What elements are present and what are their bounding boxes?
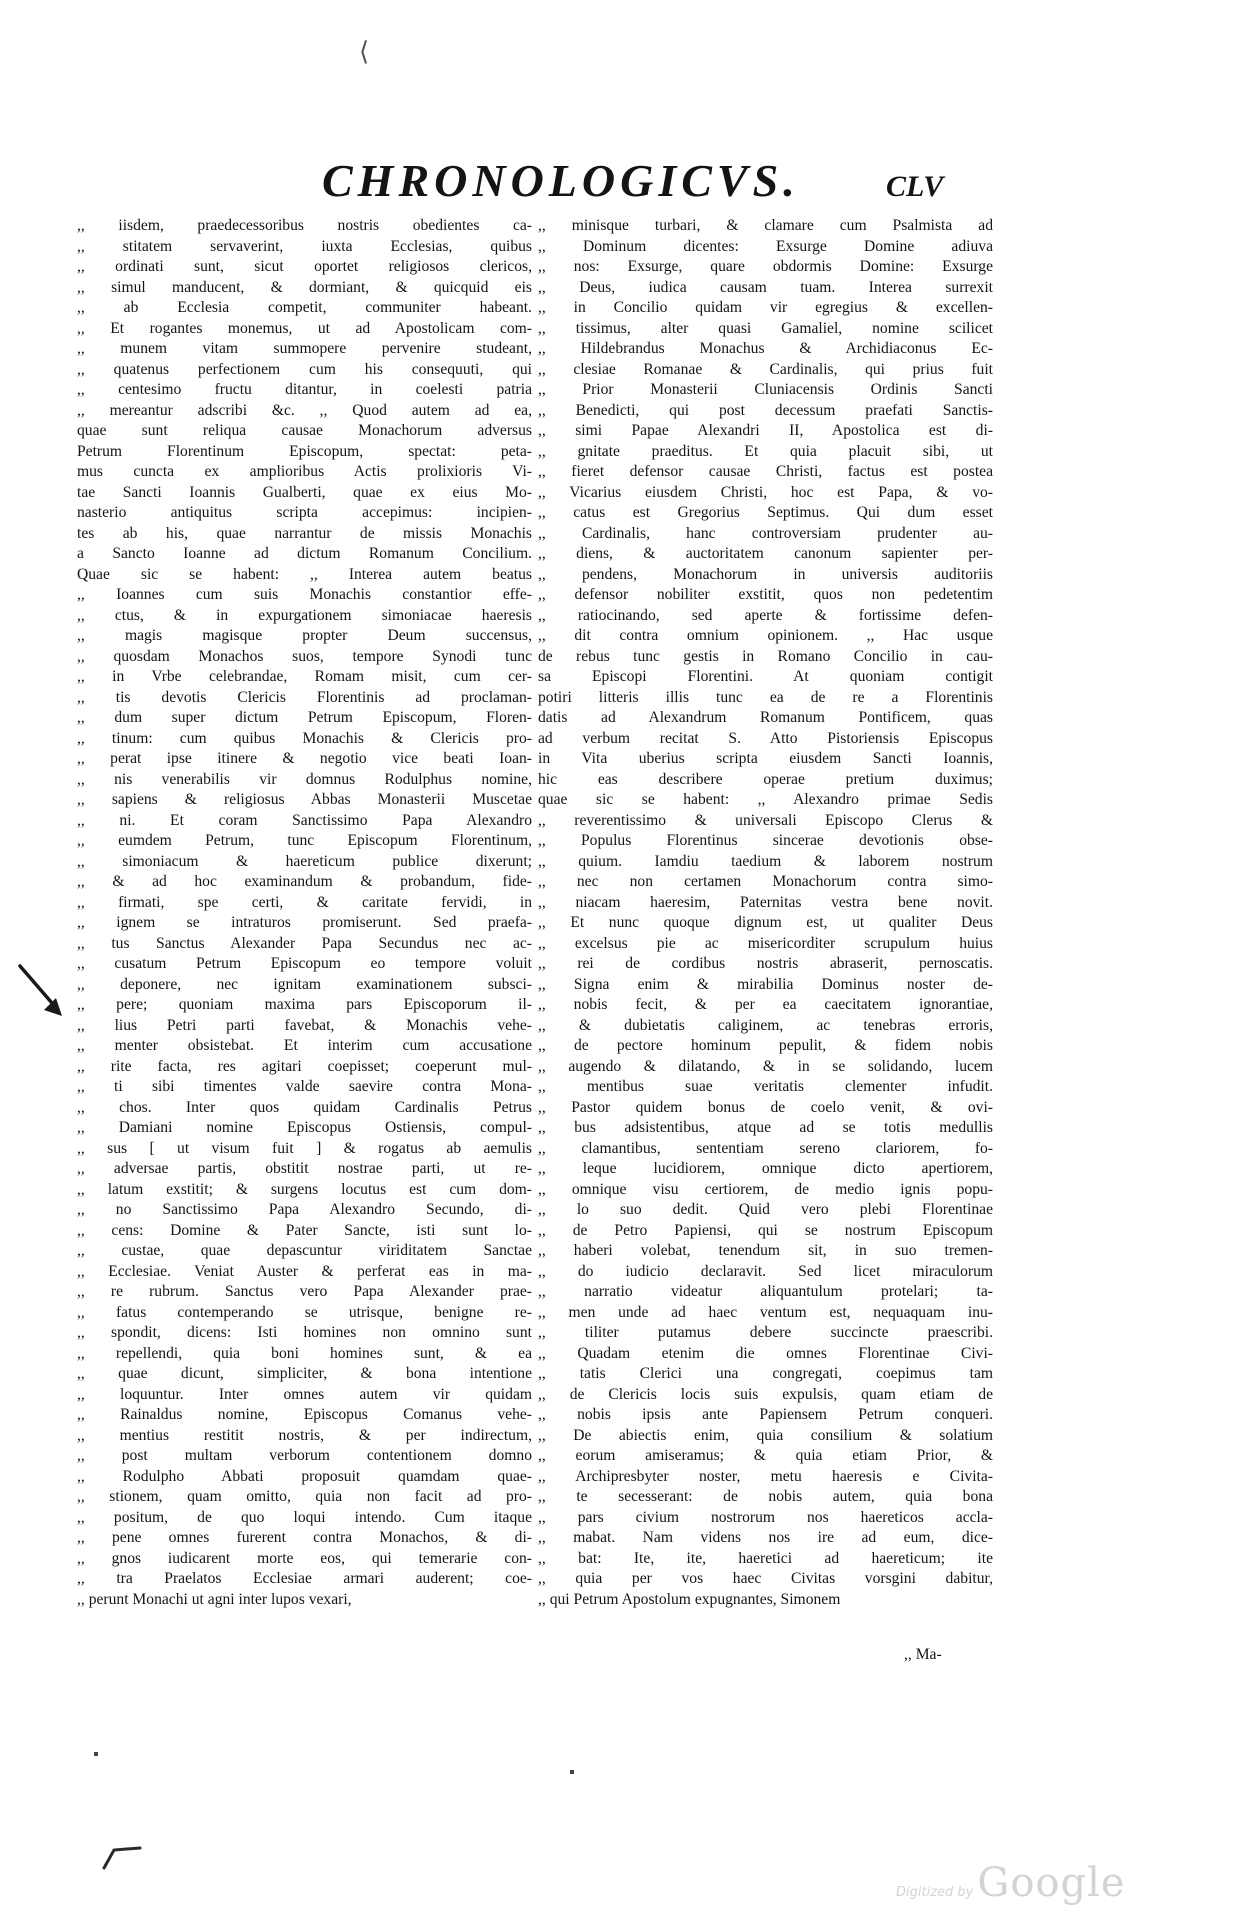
margin-speck <box>570 1770 574 1774</box>
text-line: ,, ordinati sunt, sicut oportet religiosos clericos, <box>77 258 532 275</box>
text-line: ,, re rubrum. Sanctus vero Papa Alexander prae- <box>77 1283 532 1300</box>
text-line: ,, quatenus perfectionem cum his consequuti, qui <box>77 360 532 378</box>
text-line: ,, nis venerabilis vir domnus Rodulphus nomine, <box>77 770 532 788</box>
text-line: ,, bat: Ite, ite, haeretici ad haereticum; ite <box>538 1549 993 1567</box>
text-line: ,, nobis ipsis ante Papiensem Petrum conqueri. <box>538 1406 993 1423</box>
text-line: ,, dum super dictum Petrum Episcopum, Floren- <box>77 709 532 726</box>
right-text-column <box>538 216 993 1610</box>
text-line: ,, mereantur adscribi &c. ,, Quod autem ad ea, <box>77 401 532 419</box>
page-number: CLV <box>886 170 944 203</box>
text-line: ,, rei de cordibus nostris abraserit, pernoscatis. <box>538 955 993 972</box>
text-line: ,, custae, quae depascuntur viriditatem Sanctae <box>77 1242 532 1259</box>
text-line: ,, augendo & dilatando, & in se solidando, lucem <box>538 1057 993 1075</box>
text-line: ,, simoniacum & haereticum publice dixerunt; <box>77 852 532 870</box>
text-line: ,, pars civium nostrorum nos haereticos accla- <box>538 1508 993 1526</box>
text-line: ,, ignem se intraturos promiserunt. Sed praefa- <box>77 914 532 931</box>
text-line: ,, tinum: cum quibus Monachis & Clericis pro- <box>77 729 532 747</box>
text-line: ,, mabat. Nam videns nos ire ad eum, dice- <box>538 1529 993 1546</box>
text-line: ,, lius Petri parti favebat, & Monachis vehe- <box>77 1016 532 1034</box>
text-line: ,, fatus contemperando se utrisque, benigne re- <box>77 1303 532 1321</box>
text-line: ,, pere; quoniam maxima pars Episcoporum il- <box>77 996 532 1013</box>
text-line: ,, eumdem Petrum, tunc Episcopum Florentinum, <box>77 832 532 849</box>
text-line: ,, firmati, spe certi, & caritate fervidi, in <box>77 893 532 911</box>
text-line: ,, haberi volebat, tenendum sit, in suo tremen- <box>538 1242 993 1259</box>
text-line: ,, centesimo fructu ditantur, in coelesti patria <box>77 381 532 398</box>
text-line: ,, ratiocinando, sed aperte & fortissime defen- <box>538 606 993 624</box>
text-line: ,, tissimus, alter quasi Gamaliel, nomine scilicet <box>538 319 993 337</box>
text-line: ,, quium. Iamdiu taedium & laborem nostrum <box>538 852 993 870</box>
text-line: ,, post multam verborum contentionem domno <box>77 1447 532 1464</box>
text-line: ,, cusatum Petrum Episcopum eo tempore voluit <box>77 955 532 972</box>
text-line: ,, rite facta, res agitari coepisset; coeperunt mul- <box>77 1057 532 1075</box>
text-line: Quae sic se habent: ,, Interea autem beatus <box>77 565 532 583</box>
text-line: ,, loquuntur. Inter omnes autem vir quidam <box>77 1385 532 1403</box>
text-line: de rebus tunc gestis in Romano Concilio in cau- <box>538 647 993 665</box>
text-line: ,, spondit, dicens: Isti homines non omnino sunt <box>77 1324 532 1341</box>
text-line: ,, gnitate praeditus. Et quia placuit sibi, ut <box>538 442 993 460</box>
text-line: ,, mentius restitit nostris, & per indirectum, <box>77 1426 532 1444</box>
text-line: ,, tatis Clerici una congregati, coepimus tam <box>538 1365 993 1382</box>
text-line: ,, diens, & auctoritatem canonum sapienter per- <box>538 545 993 562</box>
text-line: ,, ab Ecclesia competit, communiter habeant. <box>77 299 532 316</box>
text-line: ,, Prior Monasterii Cluniacensis Ordinis Sancti <box>538 381 993 398</box>
text-line: quae sic se habent: ,, Alexandro primae Sedis <box>538 791 993 808</box>
text-line: sa Episcopi Florentini. At quoniam contigit <box>538 668 993 685</box>
text-line: ,, Populus Florentinus sincerae devotionis obse- <box>538 832 993 849</box>
text-line: ,, Quadam etenim die omnes Florentinae Civi- <box>538 1344 993 1362</box>
text-line: ,, Et nunc quoque dignum est, ut qualiter Deus <box>538 914 993 931</box>
text-line: ,, men unde ad haec ventum est, nequaquam inu- <box>538 1303 993 1321</box>
text-line: ,, Rainaldus nomine, Episcopus Comanus vehe- <box>77 1406 532 1423</box>
text-line: ,, excelsus pie ac misericorditer scrupulum huius <box>538 934 993 952</box>
text-line: Petrum Florentinum Episcopum, spectat: peta- <box>77 442 532 460</box>
text-line: ,, Benedicti, qui post decessum praefati Sanctis- <box>538 401 993 419</box>
text-line: ,, tis devotis Clericis Florentinis ad proclaman- <box>77 688 532 706</box>
text-line: ,, eorum amiseramus; & quia etiam Prior, & <box>538 1447 993 1464</box>
text-line: mus cuncta ex amplioribus Actis prolixioris Vi- <box>77 463 532 480</box>
text-line: ,, clesiae Romanae & Cardinalis, qui prius fuit <box>538 360 993 378</box>
text-line: ,, pendens, Monachorum in universis auditoriis <box>538 565 993 583</box>
text-line: ,, ti sibi timentes valde saevire contra Mona- <box>77 1078 532 1095</box>
text-line: ,, leque lucidiorem, omnique dicto apertiorem, <box>538 1160 993 1177</box>
text-line: ,, Hildebrandus Monachus & Archidiaconus Ec- <box>538 340 993 357</box>
text-line: ,, stitatem servaverint, iuxta Ecclesias, quibus <box>77 237 532 255</box>
text-line: ad verbum recitat S. Atto Pistoriensis Episcopus <box>538 729 993 747</box>
text-line: ,, Archipresbyter noster, metu haeresis e Civita- <box>538 1467 993 1485</box>
text-line: ,, Cardinalis, hanc controversiam prudenter au- <box>538 524 993 542</box>
text-line: ,, fieret defensor causae Christi, factus est postea <box>538 463 993 480</box>
text-line: ,, simi Papae Alexandri II, Apostolica est di- <box>538 422 993 439</box>
text-line: ,, ctus, & in expurgationem simoniacae haeresis <box>77 606 532 624</box>
text-line: ,, in Vrbe celebrandae, Romam misit, cum cer- <box>77 668 532 685</box>
text-line: ,, & ad hoc examinandum & probandum, fide- <box>77 873 532 890</box>
text-line: ,, Rodulpho Abbati proposuit quamdam quae- <box>77 1467 532 1485</box>
text-line: ,, mentibus suae veritatis clementer infudit. <box>538 1078 993 1095</box>
text-line: potiri litteris illis tunc ea de re a Florentinis <box>538 688 993 706</box>
text-line: ,, latum exstitit; & surgens locutus est cum dom- <box>77 1180 532 1198</box>
text-line: ,, simul manducent, & dormiant, & quicquid eis <box>77 278 532 296</box>
text-line: nasterio antiquitus scripta accepimus: incipien- <box>77 504 532 521</box>
text-line: ,, de Clericis locis suis expulsis, quam etiam de <box>538 1385 993 1403</box>
text-line: ,, ni. Et coram Sanctissimo Papa Alexandro <box>77 811 532 829</box>
text-line: ,, defensor nobiliter exstitit, quos non pedetentim <box>538 586 993 603</box>
pencil-mark-bottom-icon <box>100 1844 150 1874</box>
text-line: ,, Pastor quidem bonus de coelo venit, & ovi- <box>538 1098 993 1116</box>
text-line: ,, tus Sanctus Alexander Papa Secundus nec ac- <box>77 934 532 952</box>
text-line: ,, menter obsistebat. Et interim cum accusatione <box>77 1037 532 1054</box>
text-line: ,, perunt Monachi ut agni inter lupos vexari, <box>77 1590 352 1608</box>
text-line: quae sunt reliqua causae Monachorum adversus <box>77 422 532 439</box>
text-line: ,, narratio videatur aliquantulum protelari; ta- <box>538 1283 993 1300</box>
text-line: ,, magis magisque propter Deum succensus, <box>77 627 532 644</box>
catchword: ,, Ma- <box>904 1646 942 1663</box>
text-line: ,, sapiens & religiosus Abbas Monasterii Muscetae <box>77 791 532 808</box>
text-line: ,, omnique visu certiorem, de medio ignis popu- <box>538 1180 993 1198</box>
text-line: ,, lo suo dedit. Quid vero plebi Florentinae <box>538 1201 993 1218</box>
text-line: hic eas describere operae pretium duximus; <box>538 770 993 788</box>
text-line: ,, De abiectis enim, quia consilium & solatium <box>538 1426 993 1444</box>
text-line: ,, sus [ ut visum fuit ] & rogatus ab aemulis <box>77 1139 532 1157</box>
text-line: ,, Dominum dicentes: Exsurge Domine adiuva <box>538 237 993 255</box>
text-line: ,, Deus, iudica causam tuam. Interea surrexit <box>538 278 993 296</box>
text-line: ,, clamantibus, sententiam sereno clariorem, fo- <box>538 1139 993 1157</box>
text-line: ,, pene omnes furerent contra Monachos, & di- <box>77 1529 532 1546</box>
text-line: ,, gnos iudicarent morte eos, qui temerarie con- <box>77 1549 532 1567</box>
text-line: ,, no Sanctissimo Papa Alexandro Secundo, di- <box>77 1201 532 1218</box>
text-line: ,, nos: Exsurge, quare obdormis Domine: Exsurge <box>538 258 993 275</box>
text-line: ,, niacam haeresim, Paternitas vestra bene novit. <box>538 893 993 911</box>
text-line: ,, perat ipse itinere & negotio vice beati Ioan- <box>77 750 532 767</box>
text-line: ,, Ioannes cum suis Monachis constantior effe- <box>77 586 532 603</box>
text-line: ,, bus adsistentibus, atque ad se totis medullis <box>538 1119 993 1136</box>
text-line: ,, & dubietatis caliginem, ac tenebras erroris, <box>538 1016 993 1034</box>
text-line: ,, do iudicio declaravit. Sed licet miraculorum <box>538 1262 993 1280</box>
running-header-title: CHRONOLOGICVS. <box>322 155 800 206</box>
text-line: ,, catus est Gregorius Septimus. Qui dum esset <box>538 504 993 521</box>
text-line: ,, munem vitam summopere pervenire studeant, <box>77 340 532 357</box>
left-text-column <box>77 216 532 1610</box>
text-line: ,, positum, de quo loqui intendo. Cum itaque <box>77 1508 532 1526</box>
text-line: tes ab his, quae narrantur de missis Monachis <box>77 524 532 542</box>
digitized-watermark <box>896 1860 1126 1906</box>
text-line: ,, qui Petrum Apostolum expugnantes, Simonem <box>538 1590 841 1608</box>
watermark-brand: Google <box>977 1860 1126 1906</box>
text-line: ,, nobis fecit, & per ea caecitatem ignorantiae, <box>538 996 993 1013</box>
text-line: ,, adversae partis, obstitit nostrae parti, ut re- <box>77 1160 532 1177</box>
text-line: ,, reverentissimo & universali Episcopo Clerus & <box>538 811 993 829</box>
pencil-mark: ⟨ <box>359 37 370 66</box>
text-line: ,, tra Praelatos Ecclesiae armari auderent; coe- <box>77 1570 532 1587</box>
text-line: ,, Ecclesiae. Veniat Auster & perferat eas in ma- <box>77 1262 532 1280</box>
text-line: ,, chos. Inter quos quidam Cardinalis Petrus <box>77 1098 532 1116</box>
margin-speck <box>94 1752 98 1756</box>
text-line: ,, quosdam Monachos suos, tempore Synodi tunc <box>77 647 532 665</box>
text-line: ,, Vicarius eiusdem Christi, hoc est Papa, & vo- <box>538 483 993 501</box>
text-line: ,, de pectore hominum pepulit, & fidem nobis <box>538 1037 993 1054</box>
text-line: ,, in Concilio quidam vir egregius & excellen- <box>538 299 993 316</box>
text-line: ,, Damiani nomine Episcopus Ostiensis, compul- <box>77 1119 532 1136</box>
text-line: ,, quia per vos haec Civitas vorsgini dabitur, <box>538 1570 993 1587</box>
text-line: ,, stionem, quam omitto, quia non facit ad pro- <box>77 1488 532 1505</box>
text-line: ,, dit contra omnium opinionem. ,, Hac usque <box>538 627 993 644</box>
watermark-prefix: Digitized by <box>896 1885 974 1900</box>
text-line: ,, minisque turbari, & clamare cum Psalmista ad <box>538 217 993 234</box>
text-line: in Vita uberius scripta eiusdem Sancti Ioannis, <box>538 750 993 767</box>
text-line: ,, iisdem, praedecessoribus nostris obedientes ca- <box>77 217 532 234</box>
text-line: ,, te secesserant: de nobis autem, quia bona <box>538 1488 993 1505</box>
text-line: ,, Et rogantes monemus, ut ad Apostolicam com- <box>77 319 532 337</box>
text-line: ,, Signa enim & mirabilia Dominus noster de- <box>538 975 993 993</box>
text-line: datis ad Alexandrum Romanum Pontificem, quas <box>538 709 993 726</box>
text-line: tae Sancti Ioannis Gualberti, quae ex eius Mo- <box>77 483 532 501</box>
marginal-arrow-icon <box>14 960 72 1022</box>
text-line: ,, repellendi, quia boni homines sunt, & ea <box>77 1344 532 1362</box>
text-line: ,, deponere, nec ignitam examinationem subsci- <box>77 975 532 993</box>
text-line: a Sancto Ioanne ad dictum Romanum Concilium. <box>77 545 532 562</box>
text-line: ,, cens: Domine & Pater Sancte, isti sunt lo- <box>77 1221 532 1239</box>
text-line: ,, quae dicunt, simpliciter, & bona intentione <box>77 1365 532 1382</box>
text-line: ,, de Petro Papiensi, qui se nostrum Episcopum <box>538 1221 993 1239</box>
text-line: ,, tiliter putamus debere succincte praescribi. <box>538 1324 993 1341</box>
text-line: ,, nec non certamen Monachorum contra simo- <box>538 873 993 890</box>
